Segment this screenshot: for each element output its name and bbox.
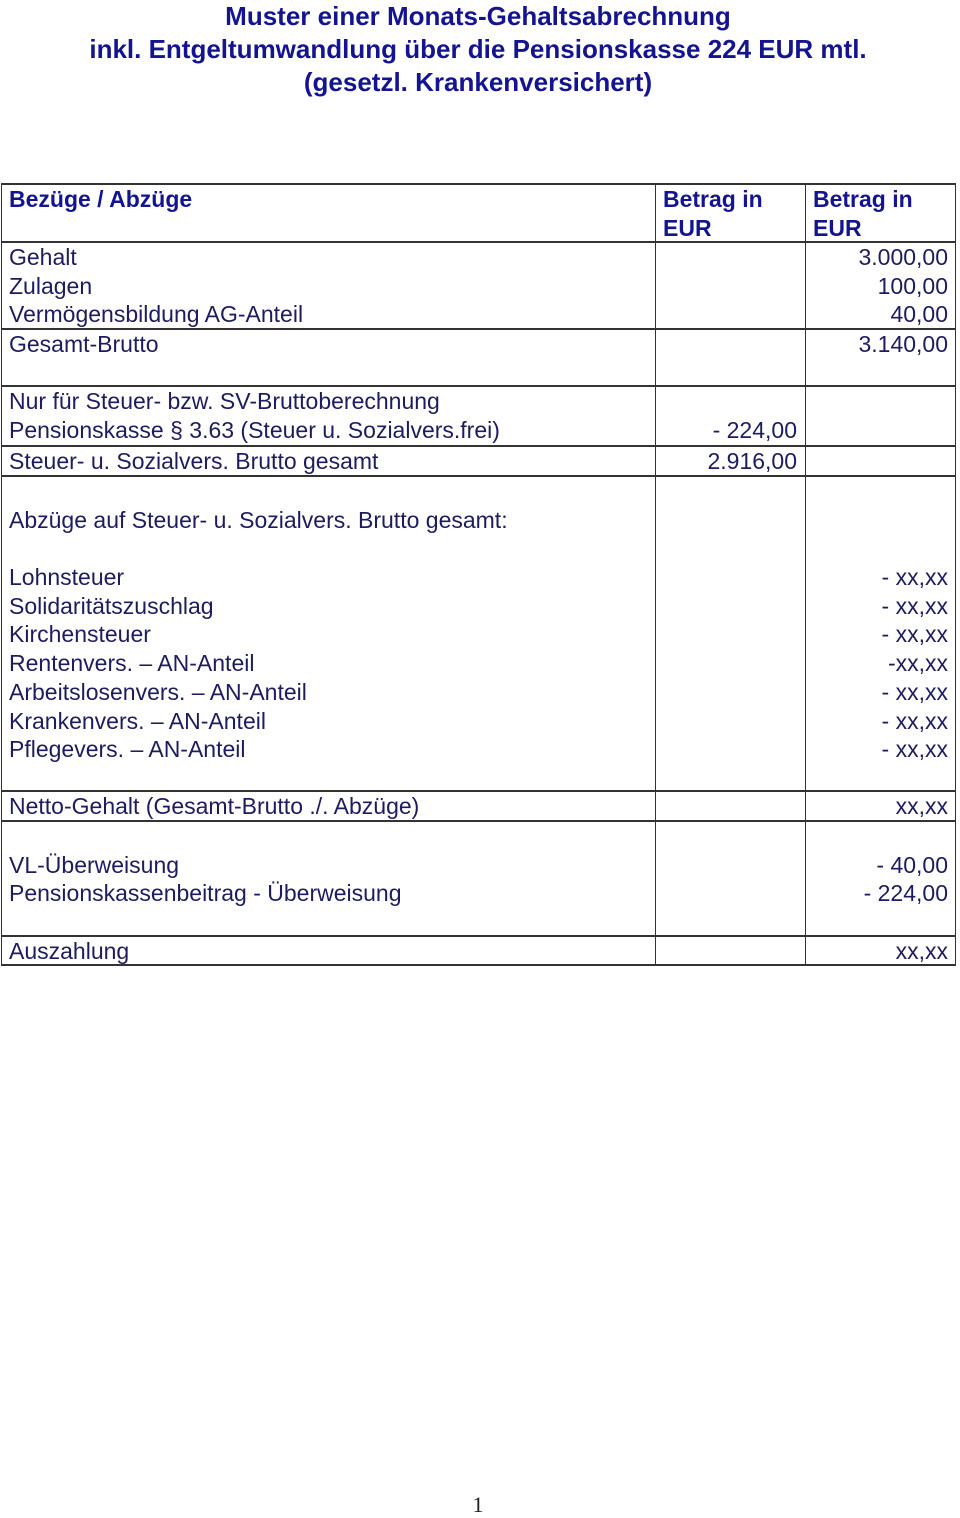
- row-label: Arbeitslosenvers. – AN-Anteil: [9, 678, 307, 705]
- row-value: 3.140,00: [858, 331, 948, 357]
- row-label: Vermögensbildung AG-Anteil: [9, 301, 304, 328]
- steuer-sv-brutto-row: [1, 445, 956, 475]
- row-value: - xx,xx: [881, 707, 948, 734]
- row-label: Pensionskasse § 3.63 (Steuer u. Sozialvers.frei): [9, 416, 500, 443]
- row-label: Pflegevers. – AN-Anteil: [9, 736, 246, 763]
- row-label: Steuer- u. Sozialvers. Brutto gesamt: [9, 448, 379, 474]
- row-label: Zulagen: [9, 272, 93, 299]
- row-value: 2.916,00: [707, 448, 797, 474]
- bezuege-section: [1, 241, 956, 328]
- row-label: Netto-Gehalt (Gesamt-Brutto ./. Abzüge): [9, 793, 420, 819]
- row-value: - 40,00: [876, 851, 948, 878]
- row-label: Pensionskassenbeitrag - Überweisung: [9, 880, 402, 907]
- row-value: -xx,xx: [887, 650, 948, 677]
- section-heading: Nur für Steuer- bzw. SV-Bruttoberechnung: [9, 388, 440, 414]
- netto-row: [1, 790, 956, 820]
- gesamt-brutto-row: [1, 328, 956, 385]
- row-label: Gehalt: [9, 244, 77, 270]
- row-label: Solidaritätszuschlag: [9, 592, 214, 619]
- title-line: (gesetzl. Krankenversichert): [303, 67, 653, 97]
- row-label: Lohnsteuer: [9, 564, 125, 591]
- auszahlung-row: [1, 935, 956, 966]
- row-value: xx,xx: [895, 938, 948, 964]
- document-title: [0, 0, 956, 99]
- row-label: VL-Überweisung: [9, 851, 180, 878]
- row-value: - 224,00: [863, 880, 948, 907]
- row-value: 40,00: [890, 301, 948, 328]
- title-line: Muster einer Monats-Gehaltsabrechnung: [225, 1, 731, 31]
- row-value: 100,00: [877, 272, 948, 299]
- title-line: inkl. Entgeltumwandlung über die Pensionskasse 224 EUR mtl.: [89, 34, 867, 64]
- abzuege-section: [1, 475, 956, 790]
- row-label: Gesamt-Brutto: [9, 331, 159, 357]
- header-eur: EUR: [663, 214, 712, 241]
- row-value: - xx,xx: [881, 621, 948, 648]
- row-value: - xx,xx: [881, 592, 948, 619]
- payroll-table: [1, 183, 956, 966]
- header-eur: EUR: [813, 214, 862, 241]
- row-value: - xx,xx: [881, 564, 948, 591]
- row-value: xx,xx: [895, 793, 948, 819]
- steuer-sv-section: [1, 385, 956, 445]
- row-value: - 224,00: [712, 416, 797, 443]
- row-label: Rentenvers. – AN-Anteil: [9, 650, 255, 677]
- section-heading: Abzüge auf Steuer- u. Sozialvers. Brutto gesamt:: [9, 506, 508, 533]
- header-betrag: Betrag in: [813, 186, 913, 212]
- row-label: Kirchensteuer: [9, 621, 151, 648]
- row-label: Krankenvers. – AN-Anteil: [9, 707, 266, 734]
- row-value: - xx,xx: [881, 736, 948, 763]
- row-label: Auszahlung: [9, 938, 130, 964]
- table-header: [1, 183, 956, 241]
- header-betrag: Betrag in: [663, 186, 763, 212]
- page-number: 1: [472, 1492, 484, 1517]
- row-value: 3.000,00: [858, 244, 948, 270]
- row-value: - xx,xx: [881, 678, 948, 705]
- header-bezuege-abzuege: Bezüge / Abzüge: [9, 186, 193, 212]
- ueberweisungen-section: [1, 820, 956, 935]
